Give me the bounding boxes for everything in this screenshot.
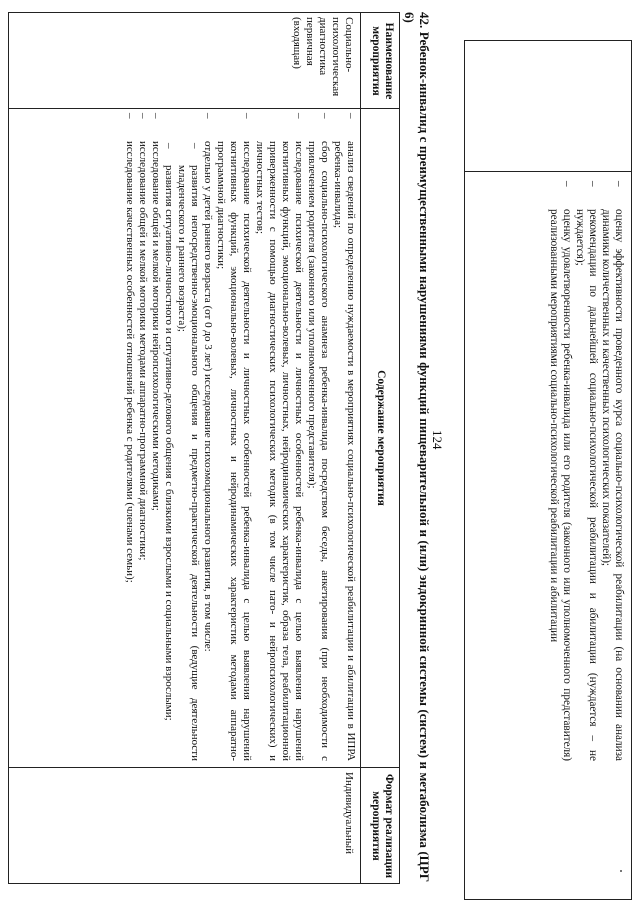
list-dash: – [293,113,305,119]
header-name: Наименование мероприятия [370,22,395,100]
list-item [599,181,625,761]
measure-name-line: диагностика [317,17,329,76]
column-divider [465,171,631,172]
column-divider [9,767,399,768]
measure-name-line: первичная [304,17,316,66]
list-dash: – [137,113,149,119]
scan-speck [620,870,622,872]
format-cell: Индивидуальный [343,772,355,854]
list-item [136,113,149,761]
list-text: отдельно у детей раннего возраста (от 0 до 3 лет) исследование психоэмоционального развития, в том числе: [202,141,214,652]
header-content: Содержание мероприятия [375,370,387,506]
list-item [331,113,357,761]
list-dash: – [587,181,599,187]
list-dash: – [124,113,136,119]
measure-name-line: Социально- [343,17,355,73]
list-text: развития ситуативно-личностного и ситуативно-делового общения с близкими взрослыми и социальными взрослыми; [163,165,175,721]
list-dash: – [150,113,162,119]
list-dash: – [613,181,625,187]
header-format: Формат реализации мероприятия [370,773,395,879]
list-text: анализ сведений по определению нуждаемости в мероприятиях социально-психологической реабилитации и абилитации в ИПРА ребенка-инвалида; [332,141,357,761]
list-item [547,181,573,761]
sub-list-item [175,113,201,761]
list-dash: – [202,113,214,119]
measure-name-line: психологическая [330,17,342,97]
page-number: 124 [430,430,445,450]
continued-table-content [547,181,625,761]
list-text: оценку эффективности проведенного курса социально-психологической реабилитации (на основании анализа динамики количественных и качественных психологических показателей); [600,209,625,761]
list-text: исследование качественных особенностей отношений ребенка с родителями (членами семьи); [124,141,136,583]
list-text: развития непосредственно-эмоционального общения и предметно-практической деятельности (ведущие деятельности младенческого и раннего возраста); [176,165,201,761]
column-divider [9,108,399,109]
list-item [253,113,305,761]
list-text: рекомендации по дальнейшей социально-психологической реабилитации и абилитации (нуждается – не нуждается); [574,209,599,761]
list-text: сбор социально-психологического анамнеза ребенка-инвалида посредством беседы, анкетирования (при необходимости с привлечением родителя (законного или уполномоченного представителя); [306,141,331,761]
list-text: исследование общей и мелкой моторики нейропсихологическими методиками; [150,141,162,511]
measure-name-cell [290,17,355,105]
list-dash: – [561,181,573,187]
list-dash: – [163,143,175,149]
list-dash: – [319,113,331,119]
measure-name-line: (входящая) [291,17,303,69]
list-item [573,181,599,761]
list-dash: – [241,113,253,119]
section-title: 42. Ребенок-инвалид с преимущественными нарушениями функций пищеварительной и (или) эндокринной системы (систем) и метаболизма (ЦРГ 6) [402,12,432,882]
list-text: оценку удовлетворенности ребенка-инвалида или его родителя (законного или уполномоченного представителя) реализованными мероприятиями социально-психологической реабилитации и абилитации [548,209,573,761]
list-item [214,113,253,761]
sub-list-item [162,113,175,761]
list-dash: – [189,143,201,149]
list-text: исследование психической деятельности и личностных особенностей ребенка-инвалида с целью выявления нарушений когнитивных функций, эмоционально-волевых, личностных, нейродинамических характеристик, образа тела, реабилитационной приверженности с помощью диагностических психологических методик (в том числе пато- и нейропсихологических) и личностных тестов; [254,141,305,761]
list-dash: – [345,113,357,119]
list-item [149,113,162,761]
list-item [201,113,214,761]
list-item [305,113,331,761]
list-text: исследование психической деятельности и личностных особенностей ребенка-инвалида с целью выявления нарушений когнитивных функций, эмоционально-волевых, личностных и нейродинамических характеристик методами аппаратно-программной диагностики; [215,141,253,761]
list-text: исследование общей и мелкой моторики методами аппаратно-программной диагностики; [137,141,149,561]
measure-content-cell [123,113,357,761]
continued-table [464,40,632,900]
list-item [123,113,136,761]
measures-table [8,12,400,884]
